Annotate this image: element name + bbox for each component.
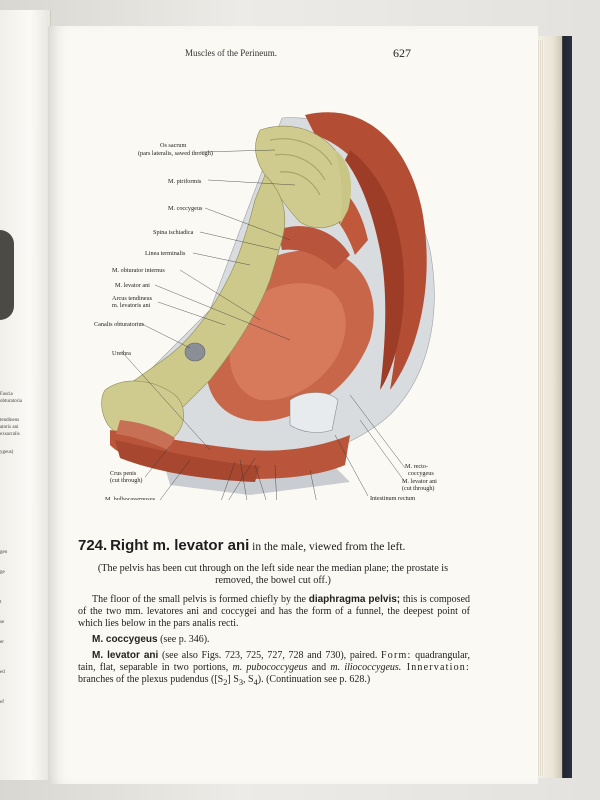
paragraph-floor xyxy=(78,594,470,630)
figure-title-rest: in the male, viewed from the left. xyxy=(249,541,406,553)
label-m-piriformis: M. piriformis xyxy=(168,178,202,185)
label-arcus-tendineus: Arcus tendineus xyxy=(112,295,153,302)
paragraph-levator xyxy=(78,650,470,689)
left-page-illustration-fragment xyxy=(0,230,14,320)
left-page-text: se xyxy=(0,620,5,625)
left-page-text: ygeus) xyxy=(0,450,14,455)
left-page-text: exsacralis xyxy=(0,432,20,437)
figure-title: Right m. levator ani xyxy=(110,537,250,554)
left-page-text: er xyxy=(0,640,4,645)
paragraph-text: quadrangular, tain, flat, separable in two portions, xyxy=(78,650,470,673)
paragraph-text: ] S xyxy=(227,674,239,685)
term-iliococcygeus: m. iliococcygeus. xyxy=(330,662,402,673)
paragraph-coccygeus xyxy=(78,634,470,646)
label-intestinum-rectum: Intestinum rectum xyxy=(370,495,416,500)
label-os-sacrum-sub: (pars lateralis, sawed through) xyxy=(138,150,213,157)
figure-number: 724. xyxy=(78,537,108,554)
label-form: Form: xyxy=(381,650,412,661)
label-arcus-tendineus-sub: m. levatoris ani xyxy=(112,302,151,309)
rectum-cut xyxy=(290,393,338,433)
subscript: 4 xyxy=(253,678,258,687)
paragraph-text: and xyxy=(307,662,331,673)
label-m-recto-coccygeus: M. recto- xyxy=(405,463,429,470)
label-canalis-obturatorius: Canalis obturatorius xyxy=(94,321,145,328)
subscript: 3 xyxy=(238,678,243,687)
term-pubococcygeus: m. pubococcygeus xyxy=(232,662,308,673)
left-page-text: atoris ani xyxy=(0,425,19,430)
label-m-levator-ani: M. levator ani xyxy=(115,282,150,289)
left-page-text: ge xyxy=(0,570,5,575)
label-crus-penis: Crus penis xyxy=(110,470,137,477)
paragraph-text: The floor of the small pelvis is formed chiefly by the xyxy=(92,594,309,605)
anatomical-illustration xyxy=(50,90,450,500)
left-page-edge xyxy=(0,10,51,780)
label-crus-penis-sub: (cut through) xyxy=(110,477,143,484)
paragraph-text: (see p. 346). xyxy=(157,634,210,645)
left-page-text: ed xyxy=(0,670,5,675)
label-innervation: Innervation: xyxy=(401,662,470,673)
label-urethra: Urethra xyxy=(112,350,131,357)
term-diaphragma-pelvis: diaphragma pelvis; xyxy=(308,594,401,605)
paragraph-text: (see also Figs. 723, 725, 727, 728 and 730), paired. xyxy=(158,650,381,661)
left-page-text: gen xyxy=(0,550,8,555)
label-m-levator-ani-cut: M. levator ani xyxy=(402,478,437,485)
left-page-text: obturatoria xyxy=(0,399,22,404)
term-m-levator-ani: M. levator ani xyxy=(92,650,159,661)
label-m-recto-coccygeus-sub: coccygeus xyxy=(408,470,434,477)
paragraph-text: , S xyxy=(243,674,254,685)
paragraph-text: ). (Continuation see p. 628.) xyxy=(257,674,371,685)
label-m-obturator-internus: M. obturator internus xyxy=(112,267,165,274)
left-page-text: Fascia xyxy=(0,392,13,397)
label-m-bulbocavernosus: M. bulbocavernosus xyxy=(105,496,156,500)
running-head: Muscles of the Perineum. xyxy=(185,48,277,58)
term-m-coccygeus: M. coccygeus xyxy=(92,634,158,645)
paragraph-text: branches of the plexus pudendus ([S xyxy=(78,674,224,685)
label-m-coccygeus: M. coccygeus xyxy=(168,205,203,212)
figure-caption xyxy=(78,537,468,554)
label-os-sacrum: Os sacrum xyxy=(160,142,187,149)
left-page-text: t xyxy=(0,600,2,605)
obturator-canal xyxy=(185,343,205,361)
label-spina-ischiadica: Spina ischiadica xyxy=(153,229,194,236)
figure-note: (The pelvis has been cut through on the left side near the median plane; the prostate is removed, the bowel cut off.) xyxy=(97,563,449,586)
left-page-text: tendineus xyxy=(0,418,20,423)
body-text xyxy=(78,594,470,693)
label-linea-terminalis: Linea terminalis xyxy=(145,250,186,257)
paragraph-text: this is composed of the two mm. levatores ani and coccygei and has the form of a funnel, the deepest point of which lies below in the pars analis recti. xyxy=(78,594,471,629)
left-page-text: ef xyxy=(0,700,4,705)
subscript: 2 xyxy=(223,678,228,687)
label-m-levator-ani-cut-sub: (cut through) xyxy=(402,485,435,492)
page-number: 627 xyxy=(393,46,411,60)
